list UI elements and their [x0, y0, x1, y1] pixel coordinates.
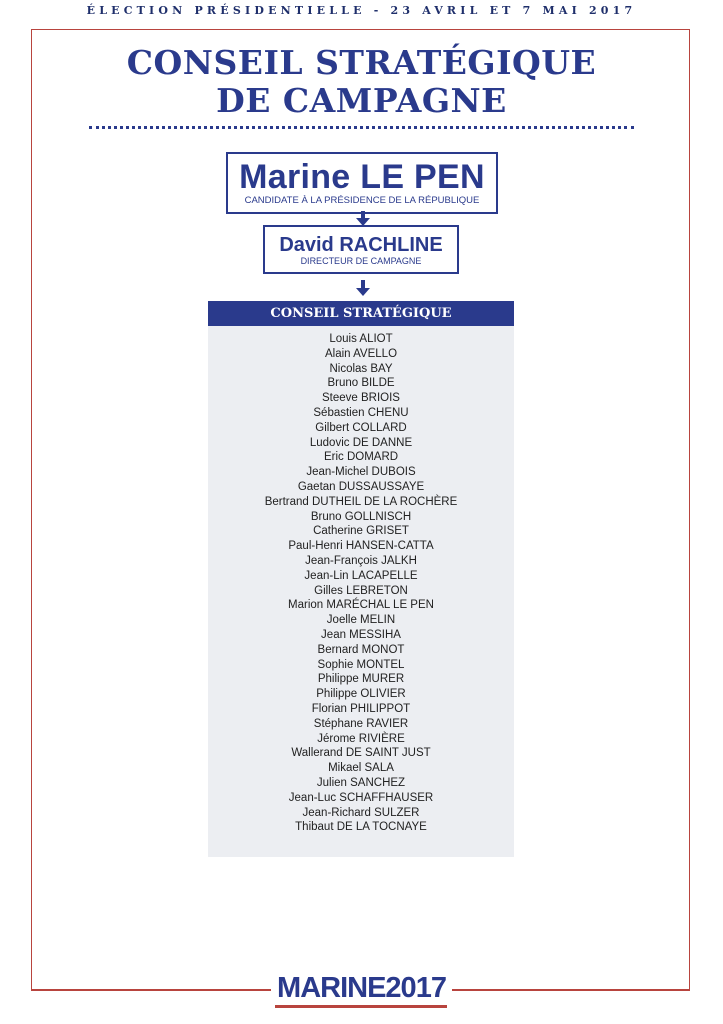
candidate-box: [226, 152, 498, 214]
council-member: Paul-Henri HANSEN-CATTA: [288, 540, 434, 553]
council-member: Ludovic DE DANNE: [309, 436, 413, 449]
council-member: Philippe MURER: [317, 673, 405, 686]
council-member: Stéphane RAVIER: [313, 717, 409, 730]
council-member: Louis ALIOT: [329, 333, 393, 345]
council-member: Bernard MONOT: [317, 643, 405, 656]
council-member: Alain AVELLO: [324, 347, 398, 360]
director-box: [263, 225, 459, 274]
council-member: Jean-Luc SCHAFFHAUSER: [288, 791, 434, 804]
election-header: ÉLECTION PRÉSIDENTIELLE - 23 AVRIL ET 7 MAI 2017: [86, 4, 637, 17]
council-member: Mikael SALA: [328, 762, 394, 775]
council-member: Marion MARÉCHAL LE PEN: [288, 599, 434, 612]
council-member: Philippe OLIVIER: [316, 688, 406, 701]
council-member: Wallerand DE SAINT JUST: [291, 747, 431, 760]
council-panel: [208, 301, 514, 857]
council-member: Bruno BILDE: [327, 377, 395, 390]
council-member: Gaetan DUSSAUSSAYE: [297, 480, 425, 493]
council-member: Steeve BRIOIS: [322, 392, 400, 405]
title-line-1: CONSEIL STRATÉGIQUE: [126, 43, 597, 82]
page-title: [0, 44, 723, 120]
council-member: Jérome RIVIÈRE: [317, 732, 405, 745]
council-member: Jean-Michel DUBOIS: [306, 466, 416, 479]
council-member: Gilles LEBRETON: [314, 584, 408, 597]
director-role: DIRECTEUR DE CAMPAGNE: [300, 256, 422, 266]
council-member: Florian PHILIPPOT: [311, 702, 411, 715]
council-member: Julien SANCHEZ: [316, 776, 406, 789]
candidate-role: CANDIDATE À LA PRÉSIDENCE DE LA RÉPUBLIQUE: [244, 195, 480, 206]
council-member: Gilbert COLLARD: [315, 421, 407, 434]
council-member: Nicolas BAY: [329, 362, 393, 375]
council-member: Bruno GOLLNISCH: [310, 510, 412, 523]
council-member: Eric DOMARD: [323, 451, 399, 464]
council-member: Joelle MELIN: [326, 614, 396, 627]
council-member: Sophie MONTEL: [317, 658, 405, 671]
council-member: Jean MESSIHA: [321, 628, 401, 641]
council-member: Bertrand DUTHEIL DE LA ROCHÈRE: [264, 495, 458, 508]
candidate-name: Marine LE PEN: [239, 158, 485, 196]
council-member-list: [208, 332, 514, 835]
council-member: Jean-François JALKH: [305, 554, 417, 567]
council-member: Catherine GRISET: [313, 525, 409, 538]
council-member: Thibaut DE LA TOCNAYE: [295, 821, 427, 834]
arrow-down-icon: [355, 280, 371, 296]
council-member: Sébastien CHENU: [313, 406, 409, 419]
title-line-2: DE CAMPAGNE: [216, 81, 507, 120]
dotted-divider: [89, 126, 634, 129]
council-member: Jean-Richard SULZER: [302, 806, 420, 819]
footer-rule-right: [452, 990, 690, 991]
logo-underline: [275, 1005, 447, 1008]
council-heading: CONSEIL STRATÉGIQUE: [208, 301, 514, 326]
marine2017-logo: MARINE2017: [271, 971, 452, 1005]
council-member: Jean-Lin LACAPELLE: [304, 569, 418, 582]
footer-rule-left: [31, 990, 271, 991]
director-name: David RACHLINE: [279, 234, 443, 256]
